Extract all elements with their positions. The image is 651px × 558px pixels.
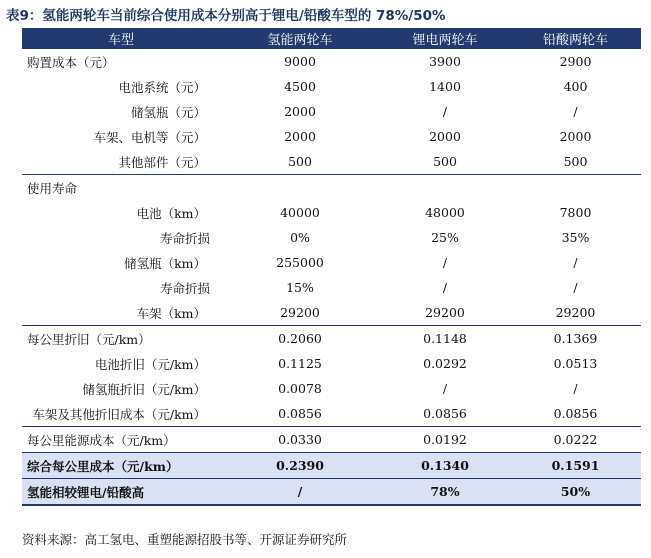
table-row xyxy=(22,376,641,401)
cell-lead-acid: 0.1369 xyxy=(510,326,641,352)
table-row xyxy=(22,225,641,250)
row-label: 储氢瓶折旧（元/km） xyxy=(82,381,206,397)
table-row xyxy=(22,427,641,453)
cell-hydrogen: 9000 xyxy=(284,54,316,69)
table-row xyxy=(22,326,641,352)
cell-lead-acid: / xyxy=(573,381,578,396)
table-row xyxy=(22,49,641,74)
cost-table xyxy=(22,28,641,506)
table-row xyxy=(22,200,641,225)
table-row xyxy=(22,479,641,506)
table-row xyxy=(22,453,641,479)
row-label: 其他部件（元） xyxy=(118,154,206,170)
cell-hydrogen: 255000 xyxy=(276,255,324,270)
row-label: 电池（km） xyxy=(136,205,206,221)
table-row xyxy=(22,250,641,275)
cell-lead-acid: 2900 xyxy=(559,54,592,69)
header-vehicle-type: 车型 xyxy=(22,28,220,49)
cell-hydrogen: 0.0856 xyxy=(278,406,322,421)
table-row xyxy=(22,275,641,300)
table-row xyxy=(22,99,641,124)
cell-lead-acid: / xyxy=(573,255,578,270)
cell-hydrogen: 0% xyxy=(290,230,310,245)
cell-lead-acid xyxy=(510,175,641,201)
cell-lithium: 29200 xyxy=(425,305,465,320)
cell-hydrogen: 4500 xyxy=(284,79,316,94)
table-header-row xyxy=(22,28,641,49)
table-row xyxy=(22,401,641,427)
cell-hydrogen: 0.2390 xyxy=(220,453,380,479)
cell-lead-acid: / xyxy=(573,280,578,295)
table-row xyxy=(22,300,641,326)
cell-lead-acid: 400 xyxy=(563,79,588,94)
row-label: 使用寿命 xyxy=(22,175,220,201)
cell-lead-acid: 0.1591 xyxy=(510,453,641,479)
header-lead-acid: 铅酸两轮车 xyxy=(510,28,641,49)
cell-lithium: 1400 xyxy=(429,79,461,94)
table-row xyxy=(22,124,641,149)
table-row xyxy=(22,175,641,201)
table-row xyxy=(22,149,641,175)
cell-lead-acid: 0.0513 xyxy=(553,356,598,371)
row-label: 每公里能源成本（元/km） xyxy=(22,427,220,453)
cell-lithium: 78% xyxy=(380,479,510,506)
cell-lithium xyxy=(380,175,510,201)
cell-lithium: / xyxy=(442,381,448,396)
cell-lead-acid: 35% xyxy=(561,230,590,245)
row-label: 车架、电机等（元） xyxy=(93,129,206,145)
cell-lead-acid: / xyxy=(573,104,578,119)
cell-lithium: 0.1148 xyxy=(380,326,510,352)
row-label: 储氢瓶（元） xyxy=(130,104,206,120)
cell-hydrogen: 2000 xyxy=(284,104,316,119)
cell-hydrogen xyxy=(220,175,380,201)
header-hydrogen: 氢能两轮车 xyxy=(220,28,380,49)
cell-lead-acid: 29200 xyxy=(555,305,596,320)
cell-lithium: / xyxy=(442,104,448,119)
cell-lithium: 25% xyxy=(431,230,459,245)
row-label: 车架及其他折旧成本（元/km） xyxy=(32,406,206,422)
table-title: 表9：氢能两轮车当前综合使用成本分别高于锂电/铅酸车型的 78%/50% xyxy=(6,8,446,24)
cell-lithium: 2000 xyxy=(429,129,461,144)
cell-lead-acid: 0.0856 xyxy=(553,406,598,421)
cell-lithium: 3900 xyxy=(429,54,461,69)
cell-lead-acid: 2000 xyxy=(559,129,592,144)
cell-lithium: 48000 xyxy=(425,205,465,220)
cell-lead-acid: 50% xyxy=(510,479,641,506)
cell-lithium: 500 xyxy=(433,154,457,169)
cell-lithium: / xyxy=(442,280,448,295)
cell-lithium: / xyxy=(442,255,448,270)
cell-hydrogen: 15% xyxy=(286,280,314,295)
cell-hydrogen: 0.0078 xyxy=(278,381,322,396)
row-label: 寿命折损 xyxy=(159,280,210,296)
cell-hydrogen: 40000 xyxy=(280,205,320,220)
cell-hydrogen: / xyxy=(220,479,380,506)
cell-lead-acid: 7800 xyxy=(559,205,592,220)
table-row xyxy=(22,351,641,376)
cell-lead-acid: 500 xyxy=(563,154,588,169)
cell-lithium: 0.0856 xyxy=(423,406,467,421)
cell-lithium: 0.0192 xyxy=(380,427,510,453)
source-note: 资料来源：高工氢电、重塑能源招股书等、开源证券研究所 xyxy=(22,532,348,547)
row-label: 氢能相较锂电/铅酸高 xyxy=(22,479,220,506)
row-label: 电池折旧（元/km） xyxy=(94,356,206,372)
row-label: 每公里折旧（元/km） xyxy=(22,326,220,352)
cell-hydrogen: 0.2060 xyxy=(220,326,380,352)
cell-lithium: 0.1340 xyxy=(380,453,510,479)
cell-hydrogen: 29200 xyxy=(280,305,320,320)
cell-hydrogen: 0.0330 xyxy=(220,427,380,453)
table-row xyxy=(22,74,641,99)
row-label: 寿命折损 xyxy=(159,230,210,246)
header-lithium: 锂电两轮车 xyxy=(380,28,510,49)
cell-lead-acid: 0.0222 xyxy=(510,427,641,453)
row-label: 购置成本（元） xyxy=(27,54,115,70)
row-label: 车架（km） xyxy=(136,305,206,321)
cell-hydrogen: 2000 xyxy=(284,129,316,144)
row-label: 综合每公里成本（元/km） xyxy=(22,453,220,479)
row-label: 电池系统（元） xyxy=(118,79,206,95)
cell-hydrogen: 500 xyxy=(288,154,312,169)
row-label: 储氢瓶（km） xyxy=(124,255,206,271)
cell-hydrogen: 0.1125 xyxy=(278,356,322,371)
cell-lithium: 0.0292 xyxy=(423,356,467,371)
